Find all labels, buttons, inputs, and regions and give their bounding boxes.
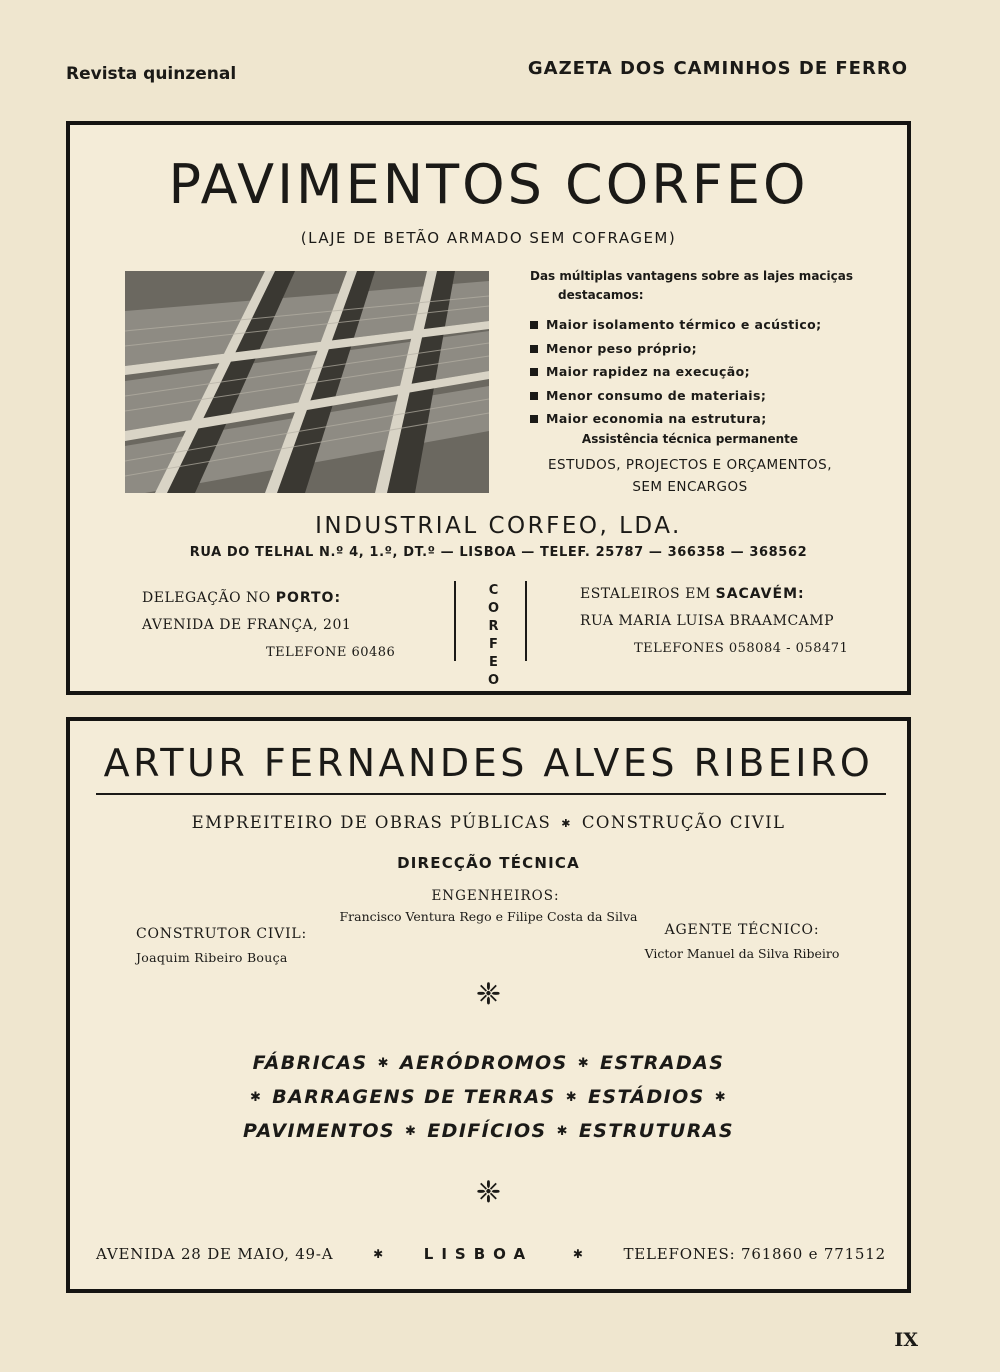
activity-line: EMPREITEIRO DE OBRAS PÚBLICAS ✱ CONSTRUÇÃO CIVIL bbox=[191, 813, 786, 832]
square-bullet-icon bbox=[530, 392, 538, 400]
technical-direction-heading: DIRECÇÃO TÉCNICA bbox=[397, 854, 580, 872]
technical-agent: AGENTE TÉCNICO: Victor Manuel da Silva Ribeiro bbox=[644, 922, 840, 961]
engineers-label: ENGENHEIROS: bbox=[431, 888, 560, 904]
page-number: IX bbox=[894, 1329, 918, 1351]
intro-line-1: Das múltiplas vantagens sobre as lajes maciças bbox=[530, 269, 853, 283]
list-item: Maior isolamento térmico e acústico; bbox=[530, 313, 870, 337]
works-row-3: PAVIMENTOS ✱ EDIFÍCIOS ✱ ESTRUTURAS bbox=[243, 1120, 734, 1142]
footer-phones: TELEFONES: 761860 e 771512 bbox=[623, 1245, 886, 1263]
works-row-1: FÁBRICAS ✱ AERÓDROMOS ✱ ESTRADAS bbox=[252, 1052, 725, 1074]
list-item: Maior economia na estrutura; bbox=[530, 407, 870, 431]
list-item: Maior rapidez na execução; bbox=[530, 360, 870, 384]
advert-artur-ribeiro bbox=[66, 717, 911, 1293]
advantages-list bbox=[530, 313, 870, 431]
advert-title: PAVIMENTOS CORFEO bbox=[168, 153, 809, 216]
square-bullet-icon bbox=[530, 345, 538, 353]
list-item: Menor peso próprio; bbox=[530, 337, 870, 361]
square-bullet-icon bbox=[530, 368, 538, 376]
company-address: RUA DO TELHAL N.º 4, 1.º, DT.º — LISBOA — TELEF. 25787 — 366358 — 368562 bbox=[189, 545, 808, 560]
civil-builder: CONSTRUTOR CIVIL: Joaquim Ribeiro Bouça bbox=[136, 926, 308, 965]
slab-construction-photo bbox=[125, 271, 489, 493]
footer-address: AVENIDA 28 DE MAIO, 49-A bbox=[96, 1245, 334, 1263]
divider-right bbox=[525, 581, 527, 661]
asterisk-separator-icon: ✱ bbox=[572, 1247, 584, 1261]
technical-assistance: Assistência técnica permanente bbox=[581, 432, 799, 446]
sacavem-yards: ESTALEIROS EM SACAVÉM: RUA MARIA LUISA BRAAMCAMP TELEFONES 058084 - 058471 bbox=[580, 586, 849, 656]
company-name: INDUSTRIAL CORFEO, LDA. bbox=[315, 513, 682, 539]
list-item: Menor consumo de materiais; bbox=[530, 384, 870, 408]
ornament-icon: ❈ bbox=[475, 1175, 502, 1210]
intro-line-2: destacamos: bbox=[558, 288, 644, 302]
ornament-icon: ❈ bbox=[475, 977, 502, 1012]
footer-city: LISBOA bbox=[423, 1245, 534, 1263]
advantages-intro bbox=[530, 267, 870, 305]
studies-offer: ESTUDOS, PROJECTOS E ORÇAMENTOS, SEM ENCARGOS bbox=[547, 457, 833, 495]
porto-delegation: DELEGAÇÃO NO PORTO: AVENIDA DE FRANÇA, 201 TELEFONE 60486 bbox=[142, 590, 396, 660]
header-publication-title: GAZETA DOS CAMINHOS DE FERRO bbox=[527, 58, 908, 79]
square-bullet-icon bbox=[530, 415, 538, 423]
engineers-names: Francisco Ventura Rego e Filipe Costa da Silva bbox=[339, 909, 638, 924]
works-list bbox=[70, 1046, 907, 1148]
corfeo-logo: CORFEO bbox=[486, 583, 501, 691]
asterisk-separator-icon: ✱ bbox=[561, 817, 572, 830]
title-underline bbox=[96, 793, 886, 795]
divider-left bbox=[454, 581, 456, 661]
header-periodicity: Revista quinzenal bbox=[66, 64, 237, 84]
advert-title: ARTUR FERNANDES ALVES RIBEIRO bbox=[103, 741, 874, 785]
advert-subtitle: (LAJE DE BETÃO ARMADO SEM COFRAGEM) bbox=[300, 229, 677, 247]
asterisk-separator-icon: ✱ bbox=[373, 1247, 385, 1261]
advert-pavimentos-corfeo bbox=[66, 121, 911, 695]
works-row-2: ✱ BARRAGENS DE TERRAS ✱ ESTÁDIOS ✱ bbox=[249, 1086, 728, 1108]
square-bullet-icon bbox=[530, 321, 538, 329]
advert-footer bbox=[96, 1245, 886, 1263]
